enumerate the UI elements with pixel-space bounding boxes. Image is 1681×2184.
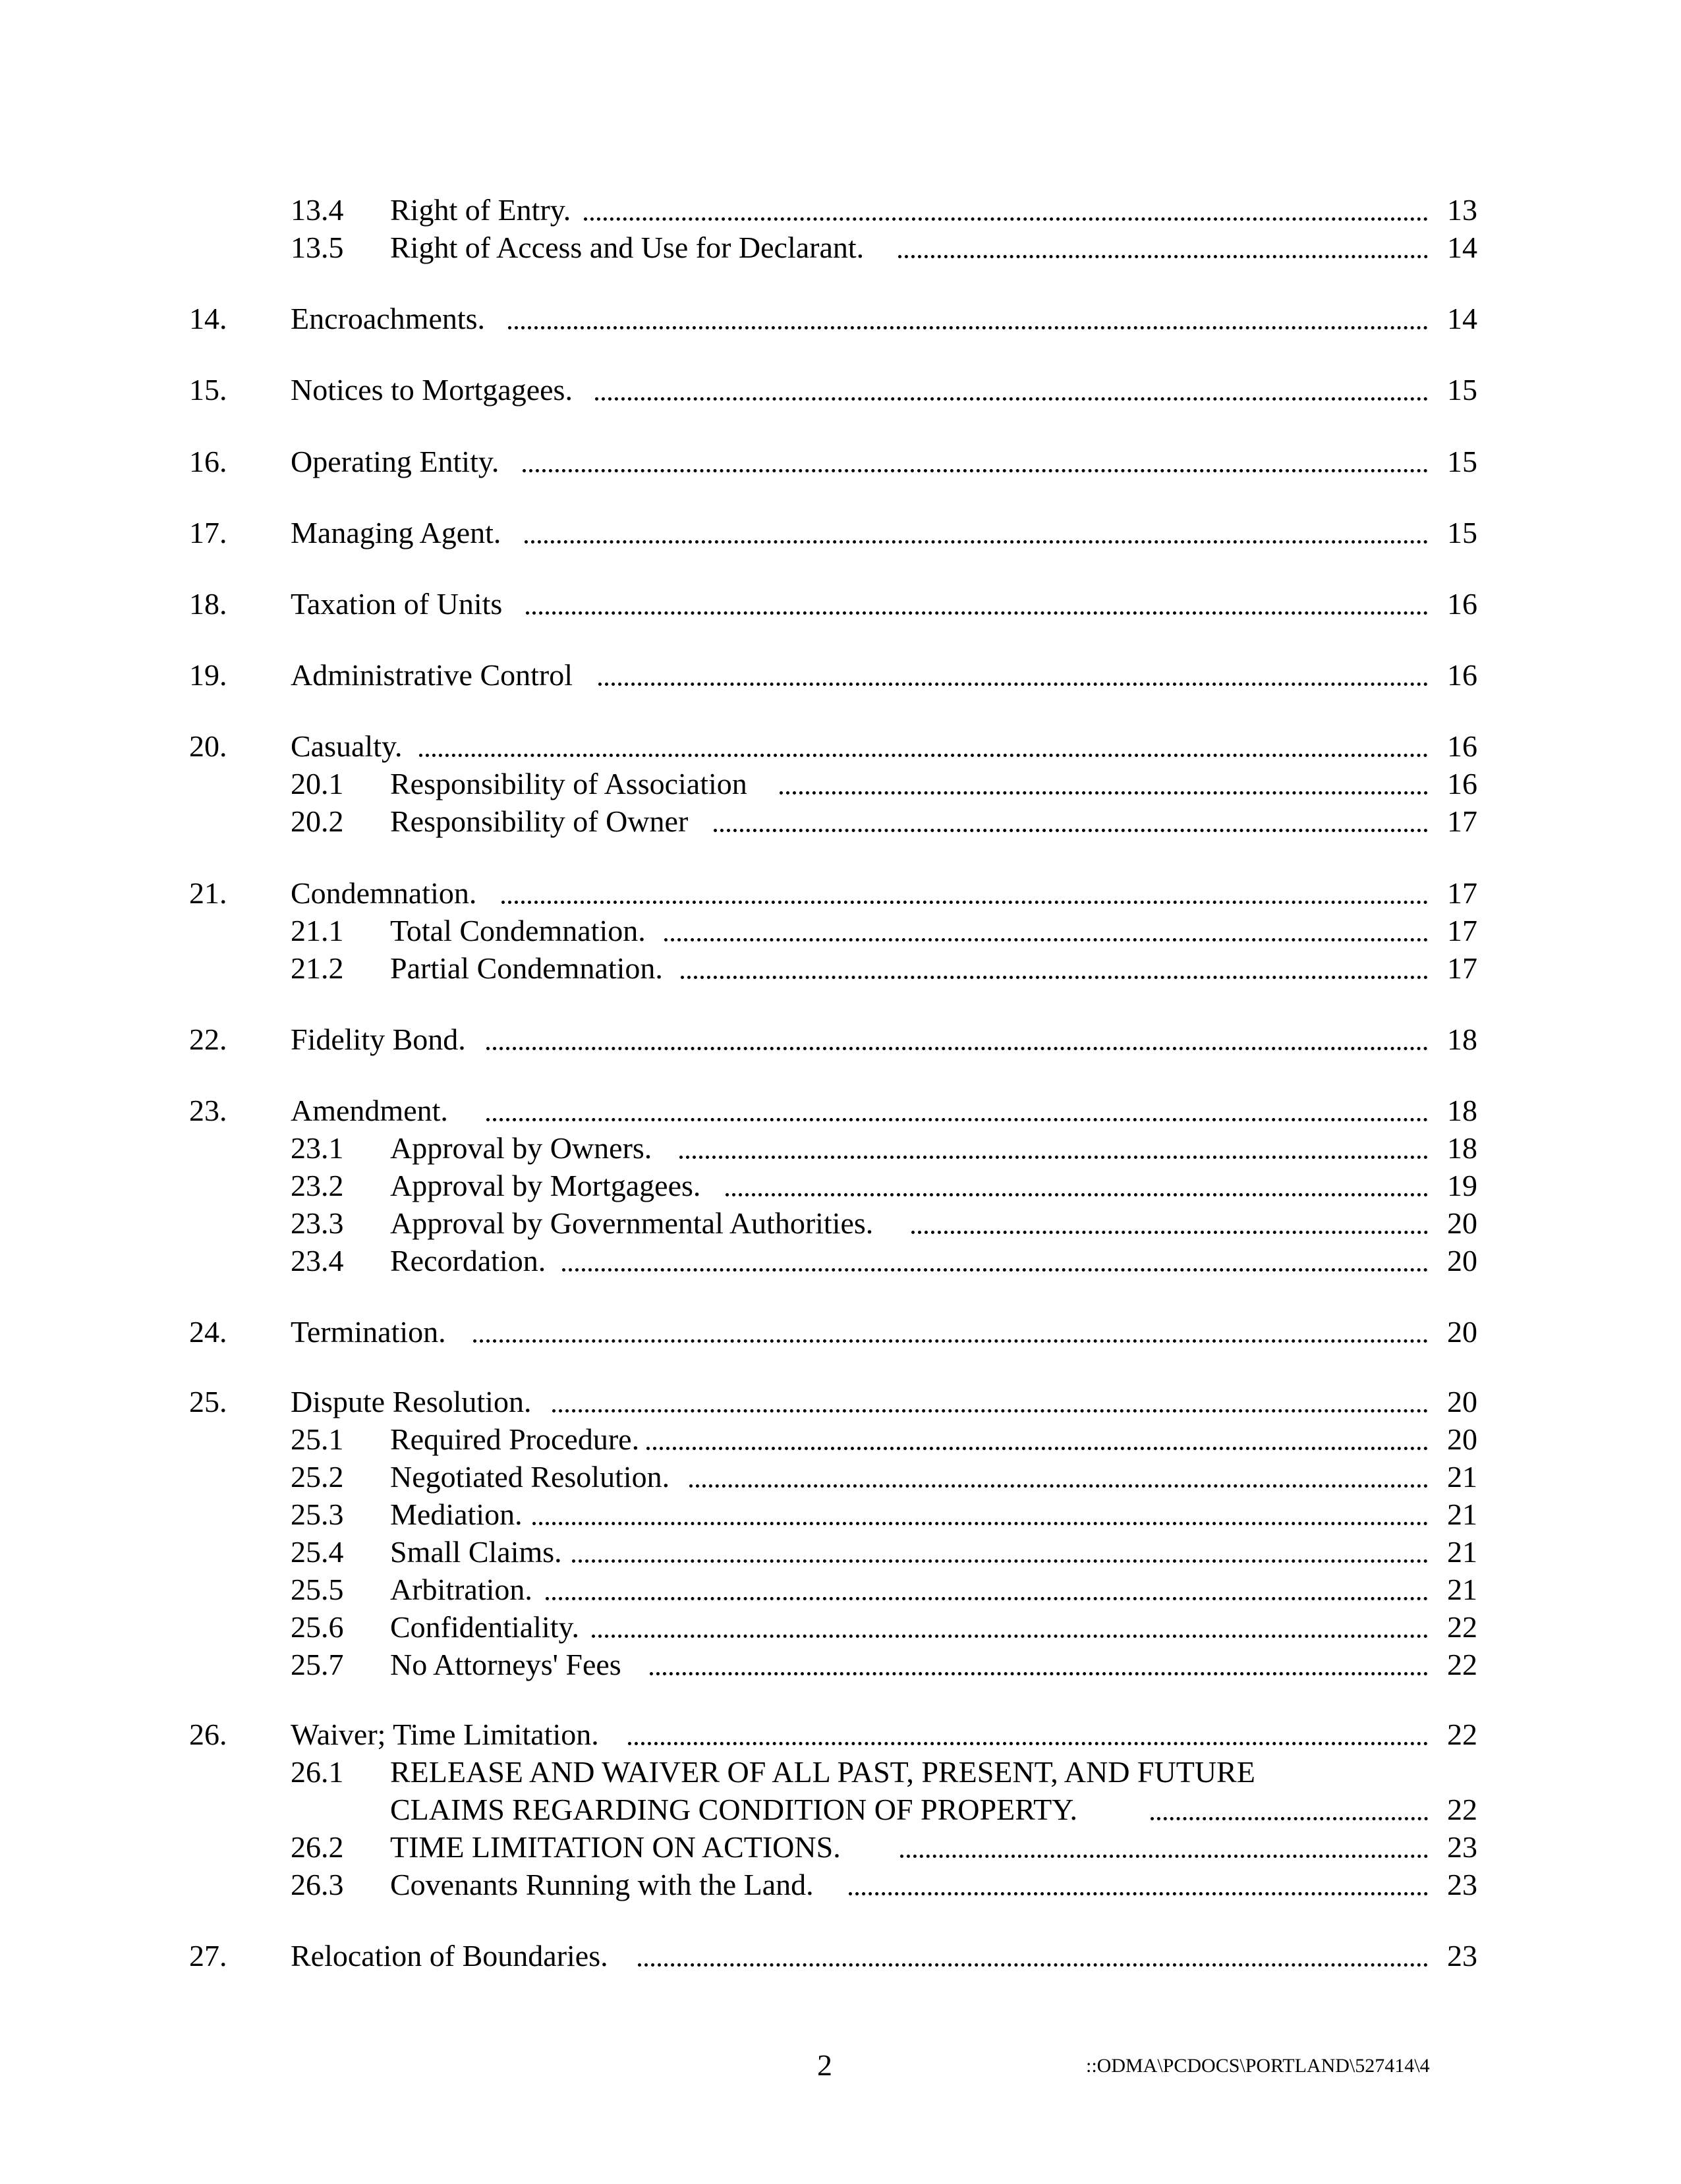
section-number: 26.1 (291, 1755, 344, 1789)
dot-leader (780, 791, 1428, 795)
section-title: TIME LIMITATION ON ACTIONS. (390, 1830, 841, 1864)
toc-entry (0, 1383, 1681, 1421)
dot-leader (592, 1635, 1428, 1638)
dot-leader (532, 1522, 1428, 1525)
dot-leader (898, 255, 1428, 258)
toc-entry (0, 1167, 1681, 1205)
toc-entry (0, 1646, 1681, 1684)
page-ref: 18 (1447, 1094, 1477, 1127)
section-title: Covenants Running with the Land. (390, 1868, 814, 1901)
page-ref: 17 (1447, 804, 1477, 838)
dot-leader (628, 1742, 1428, 1745)
dot-leader (638, 1963, 1428, 1967)
dot-leader (650, 1672, 1428, 1675)
dot-leader (595, 397, 1428, 401)
toc-entry (0, 727, 1681, 766)
section-number: 26. (189, 1718, 227, 1751)
section-number: 23.4 (291, 1244, 344, 1277)
dot-leader (598, 683, 1428, 686)
section-title: Taxation of Units (291, 587, 503, 621)
section-title: Total Condemnation. (390, 914, 646, 947)
section-title: Managing Agent. (291, 516, 501, 549)
dot-leader (525, 540, 1428, 544)
page-ref: 17 (1447, 951, 1477, 985)
section-title: Partial Condemnation. (390, 951, 663, 985)
toc-entry (0, 371, 1681, 409)
toc-entry (0, 949, 1681, 988)
toc-entry (0, 802, 1681, 841)
dot-leader (1151, 1817, 1428, 1820)
toc-entry (0, 1571, 1681, 1609)
dot-leader (486, 1118, 1428, 1121)
dot-leader (508, 326, 1428, 329)
section-title: Confidentiality. (390, 1610, 580, 1644)
section-number: 20. (189, 729, 227, 763)
toc-entry (0, 765, 1681, 803)
toc-entry (0, 1753, 1681, 1791)
page-ref: 23 (1447, 1939, 1477, 1973)
page-ref: 20 (1447, 1206, 1477, 1240)
toc-entry (0, 1313, 1681, 1351)
dot-leader (526, 611, 1428, 615)
page-ref: 22 (1447, 1648, 1477, 1681)
section-number: 13.4 (291, 193, 344, 227)
page-ref: 16 (1447, 658, 1477, 692)
dot-leader (689, 1484, 1428, 1488)
page-ref: 19 (1447, 1169, 1477, 1202)
section-number: 25.3 (291, 1498, 344, 1531)
dot-leader (664, 938, 1428, 941)
dot-leader (849, 1892, 1428, 1895)
section-number: 27. (189, 1939, 227, 1973)
toc-entry (0, 1608, 1681, 1646)
section-title: No Attorneys' Fees (390, 1648, 621, 1681)
section-title: Right of Entry. (390, 193, 571, 227)
document-path: ::ODMA\PCDOCS\PORTLAND\527414\4 (1086, 2055, 1430, 2077)
section-number: 24. (189, 1315, 227, 1349)
page-ref: 23 (1447, 1868, 1477, 1901)
section-number: 26.3 (291, 1868, 344, 1901)
page-ref: 16 (1447, 729, 1477, 763)
section-number: 21.2 (291, 951, 344, 985)
toc-entry (0, 1866, 1681, 1904)
section-number: 25. (189, 1385, 227, 1418)
toc-entry (0, 1716, 1681, 1754)
page-ref: 21 (1447, 1573, 1477, 1606)
page-ref: 20 (1447, 1244, 1477, 1277)
section-title: Amendment. (291, 1094, 448, 1127)
section-number: 14. (189, 302, 227, 335)
toc-entry (0, 1204, 1681, 1243)
section-number: 23.3 (291, 1206, 344, 1240)
page-ref: 20 (1447, 1315, 1477, 1349)
toc-entry (0, 874, 1681, 912)
section-number: 20.1 (291, 767, 344, 800)
dot-leader (562, 1268, 1428, 1272)
page-ref: 16 (1447, 767, 1477, 800)
toc-entry-continuation (0, 1791, 1681, 1829)
page-ref: 15 (1447, 373, 1477, 406)
page-ref: 17 (1447, 876, 1477, 910)
section-title: Waiver; Time Limitation. (291, 1718, 599, 1751)
dot-leader (572, 1559, 1428, 1563)
toc-entry (0, 1021, 1681, 1059)
section-title: Negotiated Resolution. (390, 1460, 670, 1494)
page-ref: 13 (1447, 193, 1477, 227)
dot-leader (486, 1047, 1428, 1050)
section-title: Arbitration. (390, 1573, 532, 1606)
section-number: 23.1 (291, 1131, 344, 1165)
toc-entry (0, 514, 1681, 552)
section-number: 25.2 (291, 1460, 344, 1494)
section-number: 17. (189, 516, 227, 549)
page-ref: 21 (1447, 1460, 1477, 1494)
dot-leader (646, 1447, 1428, 1450)
section-title: Responsibility of Owner (390, 804, 689, 838)
section-title: Mediation. (390, 1498, 523, 1531)
section-number: 16. (189, 445, 227, 478)
page-ref: 21 (1447, 1498, 1477, 1531)
section-title: Required Procedure. (390, 1422, 640, 1456)
toc-entry (0, 300, 1681, 338)
section-title: Right of Access and Use for Declarant. (390, 231, 865, 264)
section-number: 15. (189, 373, 227, 406)
toc-entry (0, 656, 1681, 694)
page-ref: 14 (1447, 302, 1477, 335)
toc-entry (0, 1129, 1681, 1167)
section-title: Relocation of Boundaries. (291, 1939, 608, 1973)
section-number: 23.2 (291, 1169, 344, 1202)
section-title: Condemnation. (291, 876, 477, 910)
section-number: 21. (189, 876, 227, 910)
dot-leader (473, 1339, 1428, 1343)
section-title: Encroachments. (291, 302, 486, 335)
section-number: 25.4 (291, 1535, 344, 1569)
section-number: 25.1 (291, 1422, 344, 1456)
section-title: Dispute Resolution. (291, 1385, 532, 1418)
page-ref: 20 (1447, 1422, 1477, 1456)
section-title: Termination. (291, 1315, 446, 1349)
section-number: 20.2 (291, 804, 344, 838)
section-number: 25.6 (291, 1610, 344, 1644)
page-ref: 15 (1447, 516, 1477, 549)
section-title: Recordation. (390, 1244, 546, 1277)
toc-entry (0, 1533, 1681, 1571)
section-title: CLAIMS REGARDING CONDITION OF PROPERTY. (390, 1793, 1077, 1826)
page-ref: 22 (1447, 1610, 1477, 1644)
section-title: Small Claims. (390, 1535, 562, 1569)
section-title: Approval by Governmental Authorities. (390, 1206, 874, 1240)
dot-leader (419, 754, 1428, 757)
section-number: 19. (189, 658, 227, 692)
section-title: Administrative Control (291, 658, 573, 692)
section-title: Casualty. (291, 729, 403, 763)
dot-leader (546, 1597, 1428, 1600)
section-title: Responsibility of Association (390, 767, 747, 800)
page-ref: 18 (1447, 1131, 1477, 1165)
dot-leader (911, 1231, 1428, 1234)
page-ref: 22 (1447, 1718, 1477, 1751)
section-title: Fidelity Bond. (291, 1022, 466, 1056)
page-ref: 15 (1447, 445, 1477, 478)
section-number: 18. (189, 587, 227, 621)
section-number: 25.5 (291, 1573, 344, 1606)
page-ref: 17 (1447, 914, 1477, 947)
page-ref: 21 (1447, 1535, 1477, 1569)
dot-leader (552, 1409, 1428, 1413)
dot-leader (714, 829, 1428, 832)
section-number: 26.2 (291, 1830, 344, 1864)
dot-leader (523, 469, 1428, 472)
dot-leader (900, 1855, 1428, 1858)
section-title: RELEASE AND WAIVER OF ALL PAST, PRESENT, AND FUTURE (390, 1755, 1255, 1789)
section-number: 23. (189, 1094, 227, 1127)
page-ref: 23 (1447, 1830, 1477, 1864)
page-ref: 18 (1447, 1022, 1477, 1056)
toc-entry (0, 1092, 1681, 1130)
dot-leader (726, 1193, 1428, 1196)
toc-entry (0, 1420, 1681, 1459)
toc-entry (0, 912, 1681, 950)
page-ref: 16 (1447, 587, 1477, 621)
toc-entry (0, 1496, 1681, 1534)
toc-entry (0, 229, 1681, 267)
page-ref: 20 (1447, 1385, 1477, 1418)
section-number: 22. (189, 1022, 227, 1056)
toc-entry (0, 1458, 1681, 1496)
section-title: Approval by Mortgagees. (390, 1169, 701, 1202)
page-number: 2 (817, 2048, 832, 2082)
section-title: Approval by Owners. (390, 1131, 652, 1165)
page-ref: 14 (1447, 231, 1477, 264)
section-number: 21.1 (291, 914, 344, 947)
toc-entry (0, 1242, 1681, 1280)
dot-leader (681, 976, 1428, 979)
section-number: 13.5 (291, 231, 344, 264)
section-number: 25.7 (291, 1648, 344, 1681)
toc-entry (0, 191, 1681, 229)
dot-leader (584, 217, 1428, 221)
dot-leader (679, 1156, 1428, 1159)
toc-entry (0, 585, 1681, 623)
section-title: Operating Entity. (291, 445, 499, 478)
toc-entry (0, 1937, 1681, 1975)
dot-leader (501, 901, 1428, 904)
page-ref: 22 (1447, 1793, 1477, 1826)
section-title: Notices to Mortgagees. (291, 373, 573, 406)
toc-entry (0, 443, 1681, 481)
toc-entry (0, 1828, 1681, 1866)
